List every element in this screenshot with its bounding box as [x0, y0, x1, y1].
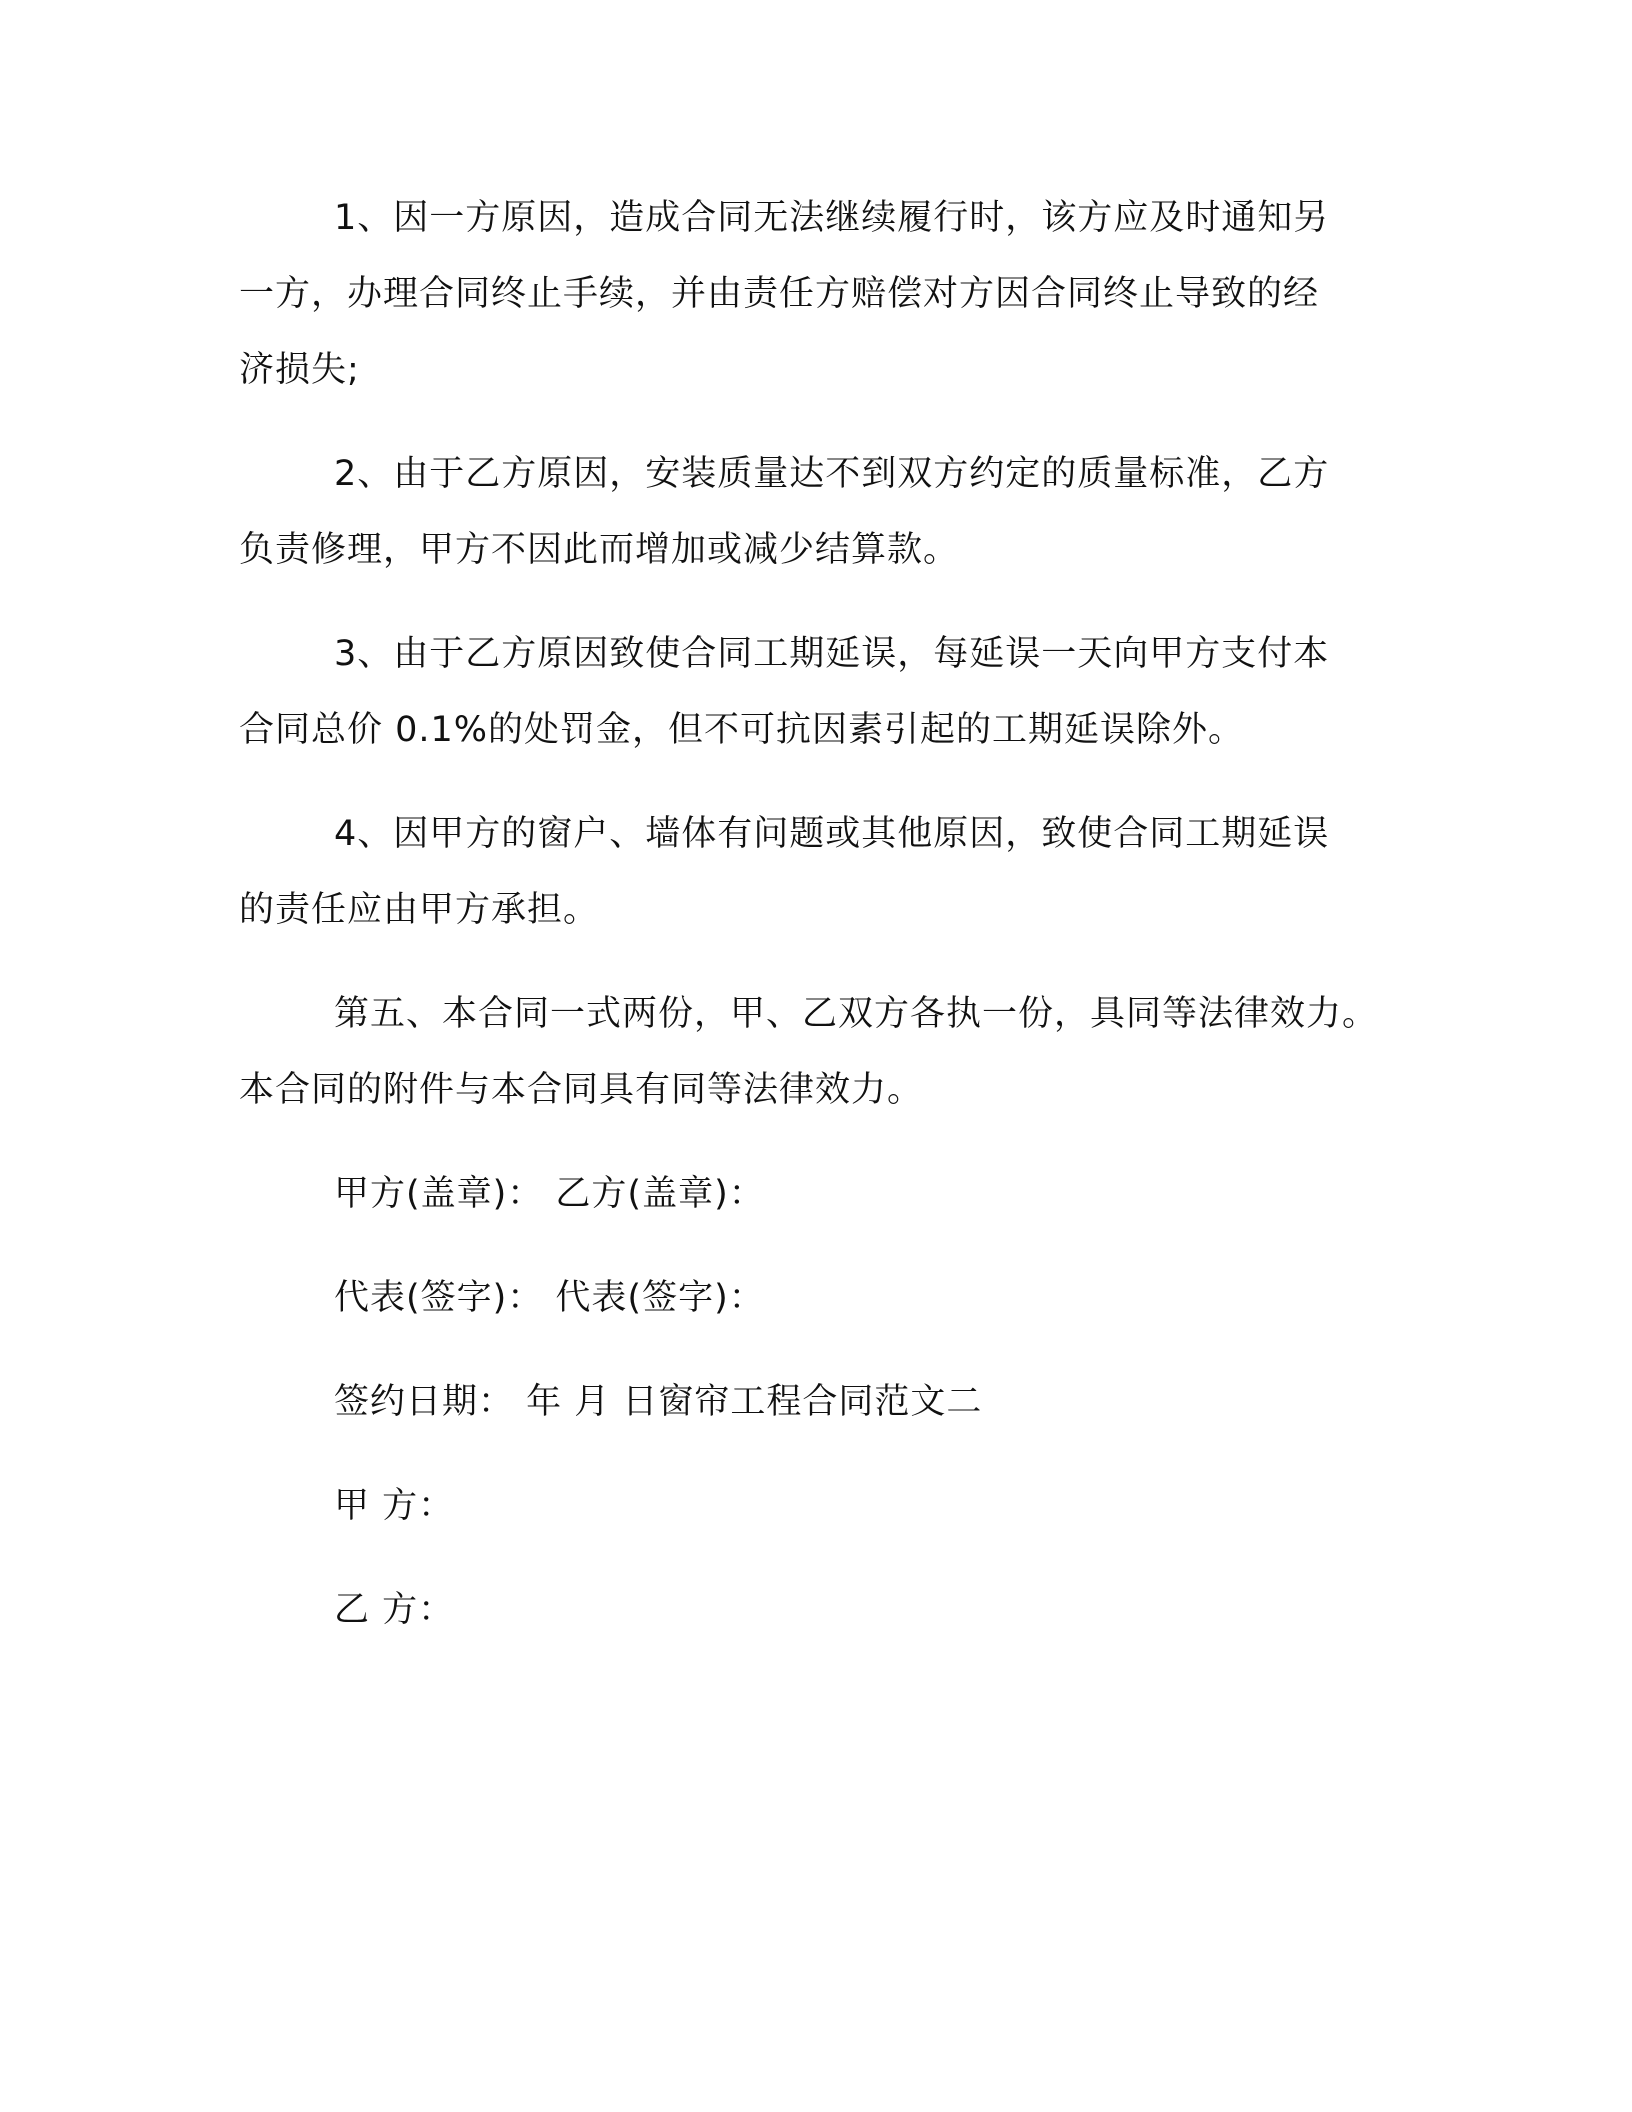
- party-b-line: 乙 方：: [334, 1590, 455, 1630]
- clause-1-line-1: 1、因一方原因，造成合同无法继续履行时，该方应及时通知另: [334, 198, 1330, 238]
- clause-5-line-2: 本合同的附件与本合同具有同等法律效力。: [239, 1070, 924, 1110]
- clause-5-line-1: 第五、本合同一式两份，甲、乙双方各执一份，具同等法律效力。: [334, 994, 1379, 1034]
- clause-4-line-2: 的责任应由甲方承担。: [239, 890, 600, 930]
- clause-1-line-3: 济损失;: [239, 350, 360, 390]
- clause-3-line-1: 3、由于乙方原因致使合同工期延误，每延误一天向甲方支付本: [334, 634, 1330, 674]
- clause-2-line-1: 2、由于乙方原因，安装质量达不到双方约定的质量标准，乙方: [334, 454, 1330, 494]
- party-a-line: 甲 方：: [334, 1486, 455, 1526]
- representative-signature-line: 代表(签字)： 代表(签字)：: [334, 1278, 765, 1318]
- clause-1-line-2: 一方，办理合同终止手续，并由责任方赔偿对方因合同终止导致的经: [239, 274, 1320, 314]
- clause-3-line-2: 合同总价 0.1%的处罚金，但不可抗因素引起的工期延误除外。: [239, 710, 1245, 750]
- clause-2-line-2: 负责修理，甲方不因此而增加或减少结算款。: [239, 530, 960, 570]
- signing-date-line: 签约日期： 年 月 日窗帘工程合同范文二: [334, 1382, 983, 1422]
- clause-4-line-1: 4、因甲方的窗户、墙体有问题或其他原因，致使合同工期延误: [334, 814, 1330, 854]
- seal-line: 甲方(盖章)： 乙方(盖章)：: [334, 1174, 765, 1214]
